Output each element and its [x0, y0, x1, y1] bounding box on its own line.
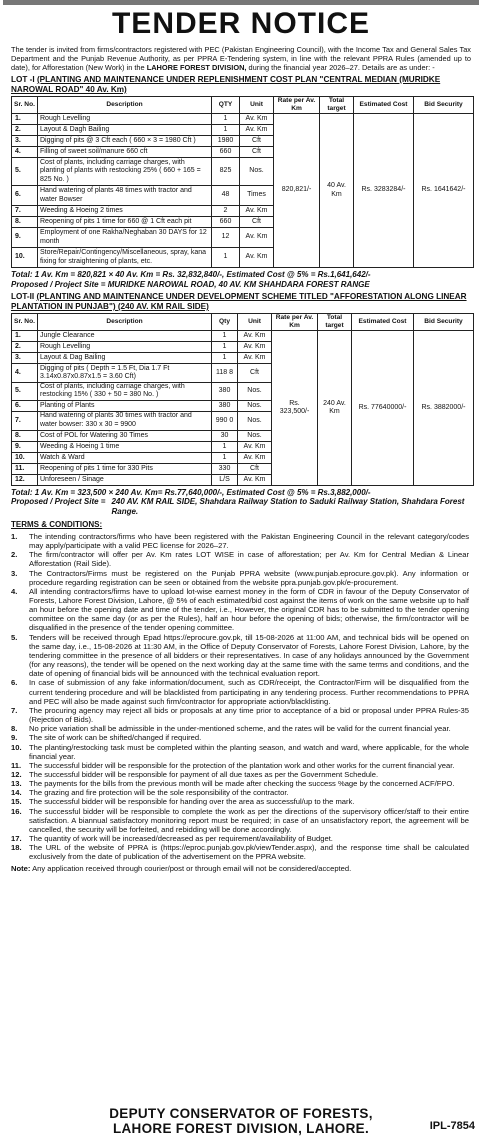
term-number: 17. — [11, 834, 22, 844]
term-text: Tenders will be received through Epad https://eprocure.gov.pk, till 15-08-2026 at 11:00 AM, and technical bids will be opened on the same day, i.e., 15-08-2026 at 11:30 AM, in the Office of Deputy Conservator of Forests, Lahore Forest Division, Lahore, by the tendering committee in the presence of all bidders or their representatives. In case of any holidays announced by the Government (for any reasons), the tender will be opened on the next working day at the same time with the same terms and conditions, and the date of opening of financial bids will be announced with the technical evaluation report. — [29, 632, 469, 679]
lot1-heading — [3, 74, 479, 96]
description-cell: Store/Repair/Contingency/Miscellaneous, spray, kana fixing for straightening of plants, etc. — [38, 248, 212, 268]
unit-cell: Nos. — [240, 158, 274, 186]
term-text: The successful bidder will be responsible to complete the work as per the directions of the supervisory officer/staff to their entire satisfaction. A biannual satisfactory monitoring report must be required; in case of an unsatisfactory report, the agreement will be cancelled, the security will be forfeited, and rebidding will be done accordingly. — [29, 806, 469, 834]
unit-cell: Av. Km — [238, 331, 272, 342]
column-header: Description — [38, 97, 212, 114]
description-cell: Cost of plants, including carriage charges, with restocking 15% ( 330 + 50 = 380 No. ) — [38, 383, 212, 401]
qty-cell: 118 8 — [212, 364, 238, 383]
term-text: All intending contractors/firms have to upload lot-wise earnest money in the form of CDR in favour of the Deputy Conservator of Forests, Lahore Forest Division, Lahore, @ 5% of each estimated/bid cost against the items of work on the same website up to half an hour before the opening date and time of the tender, i.e., However, the original CDR has to be submitted to the tender opening committee on the same day (or as per the Rules), half an hour before the opening of bids; otherwise, the firm/contractor will be disqualified in the presence of the tender opening committee. — [29, 586, 469, 633]
qty-cell: 30 — [212, 430, 238, 441]
unit-cell: Cft — [238, 463, 272, 474]
unit-cell: Av. Km — [238, 441, 272, 452]
sr-cell: 1. — [12, 114, 38, 125]
intro-text: The tender is invited from firms/contractors registered with PEC (Pakistan Engineering Council), with the Income Tax and General Sales Tax Department and the Punjab Revenue Authority, as per PPRA E-Tendering system, in line with the relevant PPRA Rules (amended up to date), for Afforestation (New Work) in the — [11, 45, 471, 72]
term-text: The successful bidder will be responsible for payment of all due taxes as per the Government Schedule. — [29, 769, 379, 779]
top-strip — [3, 0, 479, 5]
unit-cell: Cft — [240, 217, 274, 228]
lot1-site: MURIDKE NAROWAL ROAD, 40 AV. KM SHAHDARA FOREST RANGE — [107, 279, 370, 289]
term-number: 10. — [11, 742, 22, 752]
note-label: Note: — [11, 863, 31, 873]
sr-cell: 4. — [12, 364, 38, 383]
table-row — [12, 331, 474, 342]
term-number: 9. — [11, 733, 18, 743]
unit-cell: Cft — [238, 364, 272, 383]
term-item — [11, 733, 469, 742]
term-item — [11, 569, 469, 587]
term-text: The site of work can be shifted/changed if required. — [29, 733, 202, 743]
lot2-title: (PLANTING AND MAINTENANCE UNDER DEVELOPMENT SCHEME TITLED "AFFORESTATION ALONG LINEAR PLANTATION IN PUNJAB") (240 AV. KM RAIL SIDE) — [11, 292, 467, 312]
column-header: Qty — [212, 314, 238, 331]
unit-cell: Nos. — [238, 383, 272, 401]
column-header: Bid Security — [414, 97, 474, 114]
column-header: Sr. No. — [12, 97, 38, 114]
footer-office: DEPUTY CONSERVATOR OF FORESTS, — [109, 1106, 373, 1121]
qty-cell: 1 — [212, 452, 238, 463]
security-cell: Rs. 1641642/- — [414, 114, 474, 268]
description-cell: Digging of pits ( Depth = 1.5 Ft, Dia 1.7 Ft 3.14x0.87x0.87x1.5 = 3.60 Cft) — [38, 364, 212, 383]
column-header: Bid Security — [414, 314, 474, 331]
term-number: 14. — [11, 788, 22, 798]
term-text: The successful bidder will be responsible for the protection of the plantation work and other works for the current financial year. — [29, 760, 455, 770]
term-number: 8. — [11, 724, 18, 734]
column-header: Sr. No. — [12, 314, 38, 331]
term-number: 3. — [11, 568, 18, 578]
column-header: Unit — [238, 314, 272, 331]
lot1-total — [3, 268, 479, 289]
description-cell: Reopening of pits 1 time for 660 @ 1 Cft each pit — [38, 217, 212, 228]
lot2-total-line: Total: 1 Av. Km = 323,500 × 240 Av. Km= Rs.77,640,000/-, Estimated Cost @ 5% = Rs.3,882,000/- — [11, 487, 371, 497]
unit-cell: Av. Km — [240, 125, 274, 136]
term-number: 16. — [11, 806, 22, 816]
sr-cell: 7. — [12, 206, 38, 217]
lot2-table — [11, 313, 474, 486]
term-item — [11, 761, 469, 770]
qty-cell: 660 — [212, 217, 240, 228]
description-cell: Cost of plants, including carriage charges, with planting of plants with restocking 25% ( 660 + 165 = 825 No. ) — [38, 158, 212, 186]
sr-cell: 8. — [12, 217, 38, 228]
term-number: 5. — [11, 632, 18, 642]
term-item — [11, 550, 469, 568]
term-item — [11, 724, 469, 733]
lot2-total — [3, 486, 479, 517]
unit-cell: Av. Km — [240, 248, 274, 268]
description-cell: Planting of Plants — [38, 400, 212, 411]
cost-cell: Rs. 3283284/- — [354, 114, 414, 268]
column-header: Rate per Av. Km — [272, 314, 318, 331]
description-cell: Hand watering of plants 48 times with tractor and water Bowser — [38, 186, 212, 206]
rate-cell: 820,821/- — [274, 114, 320, 268]
unit-cell: Av. Km — [240, 228, 274, 248]
term-text: The grazing and fire protection will be the sole responsibility of the contractor. — [29, 788, 289, 798]
column-header: Estimated Cost — [352, 314, 414, 331]
qty-cell: L/S — [212, 474, 238, 485]
qty-cell: 380 — [212, 400, 238, 411]
description-cell: Employment of one Rakha/Neghaban 30 DAYS for 12 month — [38, 228, 212, 248]
unit-cell: Cft — [240, 136, 274, 147]
term-number: 7. — [11, 705, 18, 715]
footer-division: LAHORE FOREST DIVISION, LAHORE. — [112, 1121, 370, 1136]
qty-cell: 380 — [212, 383, 238, 401]
term-item — [11, 743, 469, 761]
sr-cell: 5. — [12, 383, 38, 401]
term-item — [11, 779, 469, 788]
description-cell: Rough Levelling — [38, 342, 212, 353]
term-text: The Contractors/Firms must be registered on the Punjab PPRA website (www.punjab.eprocure.gov.pk). Any information or procedure regarding registration can be seen or obtained from the website ppra.punjab.gov.pk/e-procurement. — [29, 568, 469, 587]
sr-cell: 6. — [12, 186, 38, 206]
sr-cell: 9. — [12, 228, 38, 248]
term-item — [11, 706, 469, 724]
term-item — [11, 587, 469, 633]
term-number: 2. — [11, 550, 18, 560]
term-item — [11, 807, 469, 834]
unit-cell: Av. Km — [240, 206, 274, 217]
unit-cell: Av. Km — [238, 474, 272, 485]
rate-cell: Rs. 323,500/- — [272, 331, 318, 486]
sr-cell: 4. — [12, 147, 38, 158]
sr-cell: 1. — [12, 331, 38, 342]
qty-cell: 1 — [212, 114, 240, 125]
term-item — [11, 678, 469, 705]
lot1-table — [11, 96, 474, 268]
sr-cell: 10. — [12, 452, 38, 463]
lot2-site-label: Proposed / Project Site = — [11, 497, 106, 507]
term-item — [11, 788, 469, 797]
qty-cell: 825 — [212, 158, 240, 186]
ipl-number: IPL-7854 — [429, 1120, 475, 1132]
term-number: 4. — [11, 586, 18, 596]
qty-cell: 1 — [212, 342, 238, 353]
unit-cell: Cft — [240, 147, 274, 158]
term-number: 11. — [11, 760, 22, 770]
lot2-heading — [3, 291, 479, 313]
table-row — [12, 114, 474, 125]
unit-cell: Av. Km — [238, 452, 272, 463]
sr-cell: 5. — [12, 158, 38, 186]
unit-cell: Av. Km — [238, 342, 272, 353]
column-header: QTY — [212, 97, 240, 114]
qty-cell: 330 — [212, 463, 238, 474]
qty-cell: 2 — [212, 206, 240, 217]
unit-cell: Nos. — [238, 411, 272, 430]
term-item — [11, 834, 469, 843]
qty-cell: 990 0 — [212, 411, 238, 430]
unit-cell: Nos. — [238, 400, 272, 411]
sr-cell: 11. — [12, 463, 38, 474]
qty-cell: 1 — [212, 125, 240, 136]
qty-cell: 1 — [212, 331, 238, 342]
term-number: 6. — [11, 678, 18, 688]
lot1-title: (PLANTING AND MAINTENANCE UNDER REPLENISHMENT COST PLAN "CENTRAL MEDIAN (MURIDKE NAROWAL ROAD" 40 Av. Km) — [11, 75, 441, 94]
qty-cell: 1 — [212, 441, 238, 452]
qty-cell: 1980 — [212, 136, 240, 147]
term-text: The planting/restocking task must be completed within the planting season, and watch and ward, where applicable, for the whole financial year. — [29, 742, 469, 761]
term-number: 15. — [11, 797, 22, 807]
lot1-total-line: Total: 1 Av. Km = 820,821 × 40 Av. Km = Rs. 32,832,840/-, Estimated Cost @ 5% = Rs.1,641,642/- — [11, 270, 371, 279]
term-text: The quantity of work will be increased/decreased as per requirement/availability of Budget. — [29, 834, 333, 844]
sr-cell: 3. — [12, 136, 38, 147]
term-text: In case of submission of any fake information/document, such as CDR/receipt, the Contractor/Firm will be disqualified from the current tendering procedure and will be blacklisted from participating in any tendering process. Further recommendations to PPRA and PEC will also be made against such firm/contractor for appropriate action/blacklisting. — [29, 678, 469, 706]
qty-cell: 1 — [212, 353, 238, 364]
qty-cell: 12 — [212, 228, 240, 248]
term-item — [11, 843, 469, 861]
column-header: Description — [38, 314, 212, 331]
sr-cell: 6. — [12, 400, 38, 411]
terms-list — [3, 532, 479, 862]
term-text: The intending contractors/firms who have been registered with the Pakistan Engineering Council in the relevant category/codes may apply/participate with a valid PEC license for 2026–27. — [29, 531, 469, 551]
description-cell: Layout & Dagh Bailing — [38, 125, 212, 136]
term-item — [11, 770, 469, 779]
description-cell: Digging of pits @ 3 Cft each ( 660 × 3 = 1980 Cft ) — [38, 136, 212, 147]
term-number: 13. — [11, 779, 22, 789]
unit-cell: Av. Km — [240, 114, 274, 125]
lot1-site-label: Proposed / Project Site = — [11, 279, 106, 289]
footer — [3, 1106, 479, 1142]
sr-cell: 9. — [12, 441, 38, 452]
term-text: The payments for the bills from the previous month will be made after checking the success %age by the concerned ACF/FPO. — [29, 779, 455, 789]
term-text: The procuring agency may reject all bids or proposals at any time prior to acceptance of a bid or proposal under PPRA Rules-35 (Rejection of Bids). — [29, 705, 469, 725]
target-cell: 240 Av. Km — [318, 331, 352, 486]
description-cell: Layout & Dag Bailing — [38, 353, 212, 364]
description-cell: Watch & Ward — [38, 452, 212, 463]
page-title: TENDER NOTICE — [111, 7, 370, 40]
term-number: 18. — [11, 843, 22, 853]
sr-cell: 8. — [12, 430, 38, 441]
terms-heading: TERMS & CONDITIONS: — [11, 520, 103, 530]
term-text: No price variation shall be admissible in the under-mentioned scheme, and the rates will be valid for the current financial year. — [29, 724, 451, 734]
unit-cell: Av. Km — [238, 353, 272, 364]
term-text: The URL of the website of PPRA is (https://eproc.punjab.gov.pk/viewTender.aspx), and the response time shall be calculated exclusively from the date of publication of the advertisement on the PPRA website. — [29, 843, 469, 862]
qty-cell: 660 — [212, 147, 240, 158]
sr-cell: 7. — [12, 411, 38, 430]
sr-cell: 2. — [12, 342, 38, 353]
sr-cell: 12. — [12, 474, 38, 485]
column-header: Rate per Av. Km — [274, 97, 320, 114]
note-text: Any application received through courier/post or through email will not be considered/accepted. — [30, 863, 352, 873]
term-text: The firm/contractor will offer per Av. Km rates LOT WISE in case of afforestation; per Av. Km for Central Median & Linear Afforestation (Rail Side). — [29, 550, 469, 569]
description-cell: Hand watering of plants 30 times with tractor and water bowser: 330 x 30 = 9900 — [38, 411, 212, 430]
security-cell: Rs. 3882000/- — [414, 331, 474, 486]
description-cell: Filling of sweet soil/manure 660 cft — [38, 147, 212, 158]
column-header: Estimated Cost — [354, 97, 414, 114]
target-cell: 40 Av. Km — [320, 114, 354, 268]
unit-cell: Nos. — [238, 430, 272, 441]
term-item — [11, 797, 469, 806]
column-header: Total target — [320, 97, 354, 114]
term-item — [11, 532, 469, 550]
sr-cell: 10. — [12, 248, 38, 268]
column-header: Total target — [318, 314, 352, 331]
note — [3, 862, 479, 873]
term-number: 12. — [11, 769, 22, 779]
description-cell: Unforeseen / Sinage — [38, 474, 212, 485]
qty-cell: 1 — [212, 248, 240, 268]
intro-text-end: during the financial year 2026–27. Details are as under: - — [246, 63, 435, 72]
description-cell: Weeding & Hoeing 2 times — [38, 206, 212, 217]
description-cell: Reopening of pits 1 time for 330 Pits — [38, 463, 212, 474]
sr-cell: 3. — [12, 353, 38, 364]
cost-cell: Rs. 77640000/- — [352, 331, 414, 486]
lot2-site: 240 AV. KM RAIL SIDE, Shahdara Railway Station to Saduki Railway Station, Shahdara Forest Range. — [111, 497, 465, 516]
term-text: The successful bidder will be responsible for handing over the area as successful/up to the mark. — [29, 797, 355, 807]
lot2-label: LOT-II — [11, 292, 35, 302]
intro-division: LAHORE FOREST DIVISION, — [146, 63, 247, 72]
unit-cell: Times — [240, 186, 274, 206]
qty-cell: 48 — [212, 186, 240, 206]
description-cell: Weeding & Hoeing 1 time — [38, 441, 212, 452]
tender-notice-page — [3, 0, 479, 1142]
column-header: Unit — [240, 97, 274, 114]
intro-paragraph — [3, 45, 479, 72]
term-number: 1. — [11, 531, 18, 541]
lot1-label: LOT -I — [11, 75, 35, 84]
description-cell: Cost of POL for Watering 30 Times — [38, 430, 212, 441]
description-cell: Jungle Clearance — [38, 331, 212, 342]
term-item — [11, 633, 469, 679]
sr-cell: 2. — [12, 125, 38, 136]
description-cell: Rough Levelling — [38, 114, 212, 125]
